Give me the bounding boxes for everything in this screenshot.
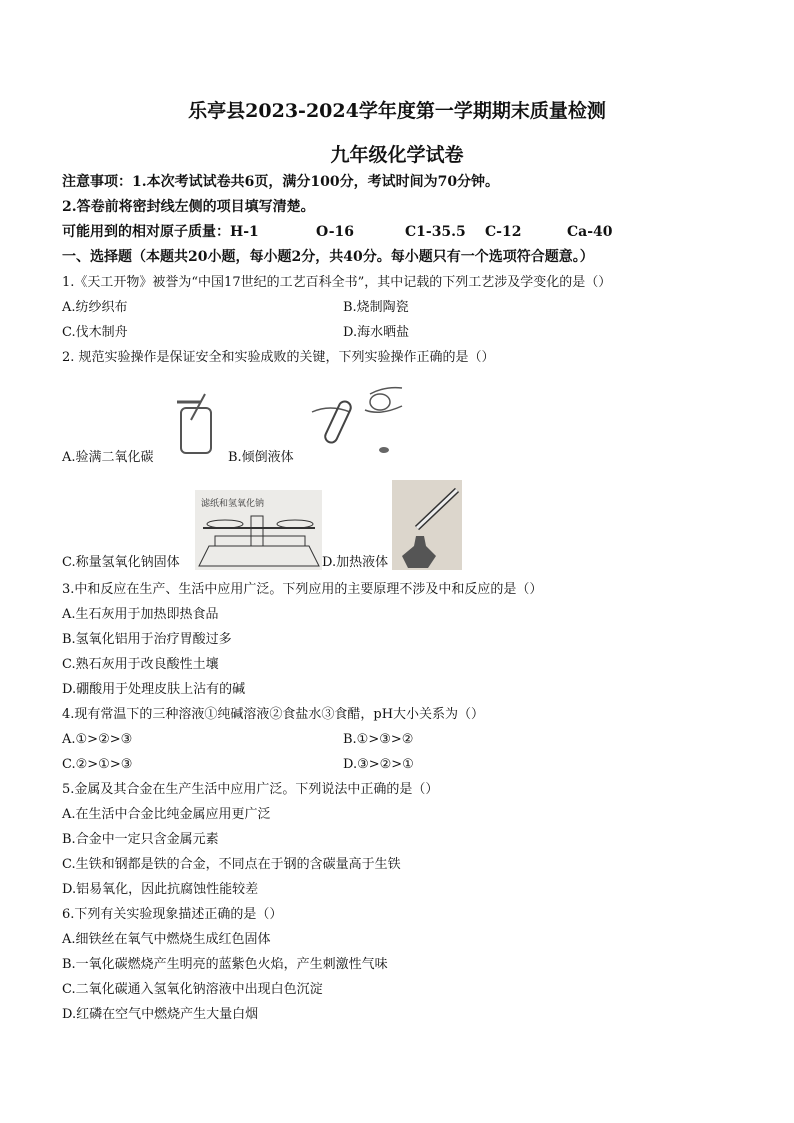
exam-subtitle: 九年级化学试卷 — [330, 144, 464, 166]
heating-liquid-image — [392, 480, 462, 570]
question-3-option-a: A.生石灰用于加热即热食品 — [62, 607, 219, 622]
question-4-stem: 4.现有常温下的三种溶液①纯碱溶液②食盐水③食醋，pH大小关系为（） — [62, 707, 485, 722]
atomic-mass-cl: C1-35.5 — [405, 224, 466, 240]
balance-image — [195, 490, 322, 570]
question-4-option-d: D.③>②>① — [343, 757, 414, 772]
pouring-liquid-image — [310, 382, 410, 454]
section-heading: 一、选择题（本题共20小题，每小题2分，共40分。每小题只有一个选项符合题意。） — [62, 249, 594, 265]
question-5-option-c: C.生铁和钢都是铁的合金，不同点在于钢的含碳量高于生铁 — [62, 857, 401, 872]
question-3-option-b: B.氢氧化铝用于治疗胃酸过多 — [62, 632, 232, 647]
atomic-mass-ca: Ca-40 — [567, 224, 613, 240]
question-2-option-b: B.倾倒液体 — [228, 450, 294, 465]
balance-image-caption: 滤纸和氢氧化钠 — [201, 499, 265, 509]
question-3-option-d: D.硼酸用于处理皮肤上沾有的碱 — [62, 682, 246, 697]
question-6-option-a: A.细铁丝在氧气中燃烧生成红色固体 — [62, 932, 271, 947]
question-1-option-b: B.烧制陶瓷 — [343, 300, 409, 315]
question-2-stem: 2. 规范实验操作是保证安全和实验成败的关键，下列实验操作正确的是（） — [62, 350, 495, 365]
question-5-option-d: D.铝易氧化，因此抗腐蚀性能较差 — [62, 882, 259, 897]
question-6-option-c: C.二氧化碳通入氢氧化钠溶液中出现白色沉淀 — [62, 982, 323, 997]
question-1-option-a: A.纺纱织布 — [62, 300, 128, 315]
question-1-option-c: C.伐木制舟 — [62, 325, 128, 340]
question-2-option-c: C.称量氢氧化钠固体 — [62, 555, 180, 570]
question-6-stem: 6.下列有关实验现象描述正确的是（） — [62, 907, 283, 922]
question-4-option-a: A.①>②>③ — [62, 732, 133, 747]
atomic-mass-c: C-12 — [485, 224, 522, 240]
atomic-mass-label: 可能用到的相对原子质量：H-1 — [62, 224, 259, 240]
exam-title: 乐亭县2023-2024学年度第一学期期末质量检测 — [188, 100, 606, 122]
question-2-option-a: A.验满二氧化碳 — [62, 450, 154, 465]
question-6-option-d: D.红磷在空气中燃烧产生大量白烟 — [62, 1007, 259, 1022]
notes-line-1: 注意事项：1.本次考试试卷共6页，满分100分，考试时间为70分钟。 — [62, 174, 500, 190]
gas-bottle-image — [175, 390, 225, 460]
question-5-option-b: B.合金中一定只含金属元素 — [62, 832, 219, 847]
question-1-stem: 1.《天工开物》被誉为“中国17世纪的工艺百科全书”，其中记载的下列工艺涉及学变化的是（） — [62, 275, 612, 290]
question-1-option-d: D.海水晒盐 — [343, 325, 410, 340]
atomic-mass-o: O-16 — [316, 224, 355, 240]
notes-line-2: 2.答卷前将密封线左侧的项目填写清楚。 — [62, 199, 315, 215]
question-6-option-b: B.一氧化碳燃烧产生明亮的蓝紫色火焰，产生刺激性气味 — [62, 957, 388, 972]
question-4-option-c: C.②>①>③ — [62, 757, 133, 772]
question-5-option-a: A.在生活中合金比纯金属应用更广泛 — [62, 807, 271, 822]
question-5-stem: 5.金属及其合金在生产生活中应用广泛。下列说法中正确的是（） — [62, 782, 439, 797]
question-3-option-c: C.熟石灰用于改良酸性土壤 — [62, 657, 219, 672]
question-2-option-d: D.加热液体 — [322, 555, 389, 570]
question-4-option-b: B.①>③>② — [343, 732, 414, 747]
question-3-stem: 3.中和反应在生产、生活中应用广泛。下列应用的主要原理不涉及中和反应的是（） — [62, 582, 543, 597]
